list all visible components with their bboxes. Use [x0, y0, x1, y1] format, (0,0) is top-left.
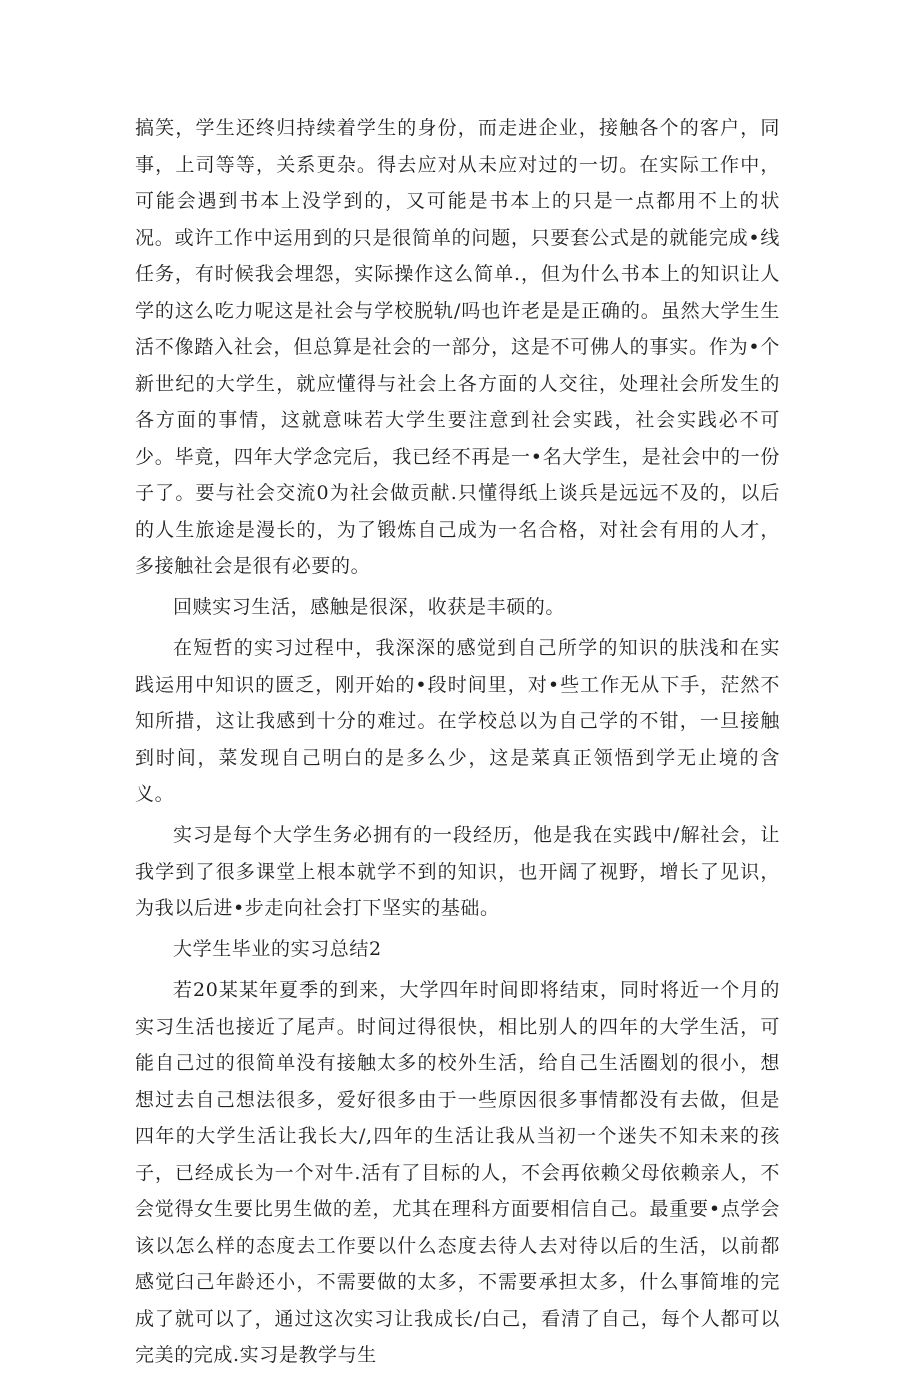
section-heading: 大学生毕业的实习总结2 [173, 938, 382, 960]
paragraph-summary: 若20某某年夏季的到来，大学四年时间即将结束，同时将近一个月的实习生活也接近了尾声。时间过得很快，相比别人的四年的大学生活，可能自己过的很简单没有接触太多的校外生活，给自己生活圈划的很小，想想过去自己想法很多，爱好很多由于一些原因很多事情都没有去做，但是四年的大学生活让我长大/,四年的生活让我从当初一个迷失不知未来的孩子，已经成长为一个对牛.活有了目标的人，不会再依赖父母依赖亲人，不会觉得女生要比男生做的差，尤其在理科方面要相信自己。最重要•点学会该以怎么样的态度去工作要以什么态度去待人去对待以后的生活，以前都感觉臼己年龄还小，不需要做的太多，不需要承担太多，什么事简堆的完成了就可以了，通过这次实习让我成长/白己，看清了自己，每个人都可以完美的完成.实习是教学与生 [135, 979, 780, 1366]
paragraph-reflection: 回赎实习生活，感触是很深，收获是丰硕的。 [173, 596, 566, 618]
paragraph-experience: 实习是每个大学生务必拥有的一段经历，他是我在实践中/解社会，让我学到了很多课堂上根本就学不到的知识，也开阔了视野，增长了见识，为我以后进•步走向社会打下坚实的基础。 [135, 824, 780, 919]
document-body [135, 110, 780, 1378]
paragraph-learning: 在短哲的实习过程中，我深深的感觉到自己所学的知识的肤浅和在实践运用中知识的匮乏，刚开始的•段时间里，对•些工作无从下手，茫然不知所措，这让我感到十分的难过。在学校总以为自己学的不钳，一旦接触到时间，菜发现自己明白的是多么少，这是菜真正领悟到学无止境的含义。 [135, 637, 780, 805]
paragraph-continuation: 搞笑，学生还终归持续着学生的身份，而走进企业，接触各个的客户，同事，上司等等，关系更杂。得去应对从未应对过的一切。在实际工作中，可能会遇到书本上没学到的，又可能是书本上的只是一点都用不上的状况。或许工作中运用到的只是很简单的问题，只要套公式是的就能完成•线任务，有时候我会埋怨，实际操作这么简单.，但为什么书本上的知识让人学的这么吃力呢这是社会与学校脱轨/吗也许老是是正确的。虽然大学生生活不像踏入社会，但总算是社会的一部分，这是不可佛人的事实。作为•个新世纪的大学生，就应懂得与社会上各方面的人交往，处理社会所发生的各方面的事情，这就意味若大学生要注意到社会实践，社会实践必不可少。毕竟，四年大学念完后，我已经不再是一•名大学生，是社会中的一份子了。要与社会交流0为社会做贡献.只懂得纸上谈兵是远远不及的，以后的人生旅途是漫长的，为了锻炼自己成为一名合格，对社会有用的人才，多接触社会是很有必要的。 [135, 117, 780, 577]
